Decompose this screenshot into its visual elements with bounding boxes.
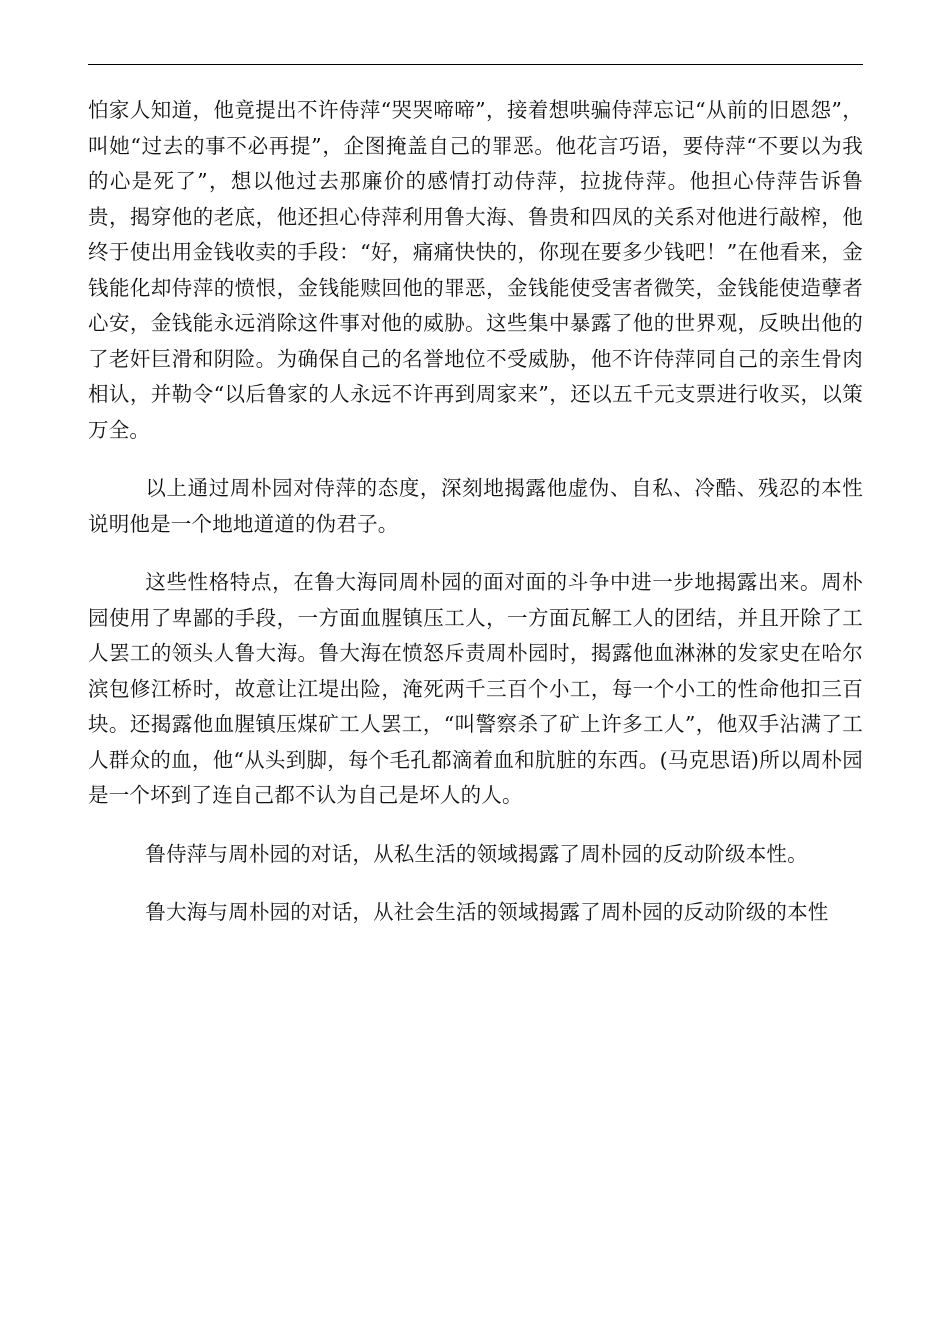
paragraph-social-life: 鲁大海与周朴园的对话，从社会生活的领域揭露了周朴园的反动阶级的本性 [145,900,829,924]
header-rule [88,64,863,65]
paragraph-summary: 以上通过周朴园对侍萍的态度，深刻地揭露他虚伪、自私、冷酷、残忍的本性说明他是一个地地道道的伪君子。 [88,476,863,536]
paragraph-struggle: 这些性格特点，在鲁大海同周朴园的面对面的斗争中进一步地揭露出来。周朴园使用了卑鄙的手段，一方面血腥镇压工人，一方面瓦解工人的团结，并且开除了工人罢工的领头人鲁大海。鲁大海在愤怒斥责周朴园时，揭露他血淋淋的发家史在哈尔滨包修江桥时，故意让江堤出险，淹死两千三百个小工，每一个小工的性命他扣三百块。还揭露他血腥镇压煤矿工人罢工，“叫警察杀了矿上许多工人”，他双手沾满了工人群众的血，他“从头到脚，每个毛孔都滴着血和肮脏的东西。(马克思语)所以周朴园是一个坏到了连自己都不认为自己是坏人的人。 [88,570,863,807]
document-body [88,93,863,954]
paragraph-private-life: 鲁侍萍与周朴园的对话，从私生活的领域揭露了周朴园的反动阶级本性。 [145,841,808,866]
paragraph-continued: 怕家人知道，他竟提出不许侍萍“哭哭啼啼”，接着想哄骗侍萍忘记“从前的旧恩怨”，叫她“过去的事不必再提”，企图掩盖自己的罪恶。他花言巧语，要侍萍“不要以为我的心是死了”，想以他过去那廉价的感情打动侍萍，拉拢侍萍。他担心侍萍告诉鲁贵，揭穿他的老底，他还担心侍萍利用鲁大海、鲁贵和四凤的关系对他进行敲榨，他终于使出用金钱收卖的手段：“好，痛痛快快的，你现在要多少钱吧！”在他看来，金钱能化却侍萍的愤恨，金钱能赎回他的罪恶，金钱能使受害者微笑，金钱能使造孽者心安，金钱能永远消除这件事对他的威胁。这些集中暴露了他的世界观，反映出他的了老奸巨滑和阴险。为确保自己的名誉地位不受威胁，他不许侍萍同自己的亲生骨肉相认，并勒令“以后鲁家的人永远不许再到周家来”，还以五千元支票进行收买，以策万全。 [88,98,863,442]
